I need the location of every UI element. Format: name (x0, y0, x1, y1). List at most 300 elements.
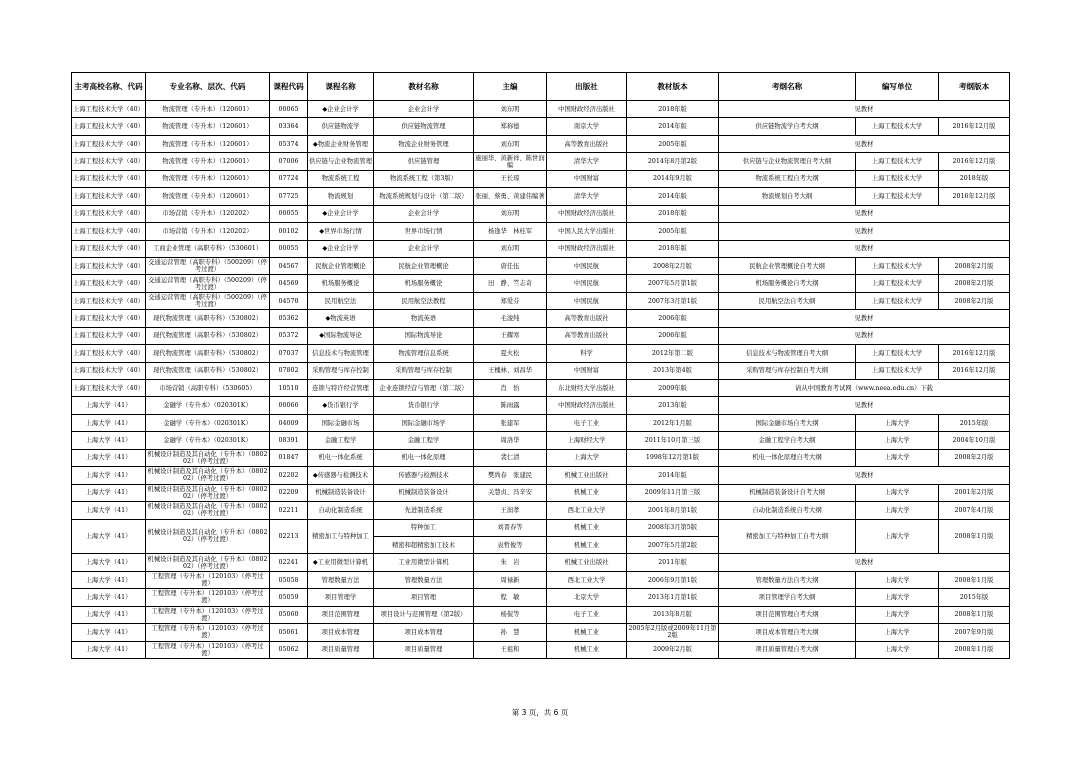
table-row (72, 240, 1010, 257)
school-cell: 上海大学（41） (72, 467, 146, 484)
edition-cell: 2018年版 (627, 205, 719, 222)
textbook-cell: 物流系统规划与设计（第二版） (374, 188, 474, 205)
column-header: 教材版本 (627, 73, 719, 101)
syllabus-version-cell: 2007年4月版 (939, 502, 1010, 519)
course-code-cell: 01847 (270, 449, 308, 466)
textbook-cell: 项目设计与范围管理（第2版） (374, 606, 474, 623)
school-cell: 上海工程技术大学（40） (72, 135, 146, 152)
school-cell: 上海大学（41） (72, 571, 146, 588)
edition-cell: 2013年版 (627, 397, 719, 414)
table-row (72, 275, 1010, 292)
syllabus-cell: 物流规划自考大纲 (719, 188, 856, 205)
textbook-cell: 物流英语 (374, 310, 474, 327)
course-code-cell: 02209 (270, 484, 308, 501)
table-row (72, 292, 1010, 309)
table-row (72, 153, 1010, 170)
course-name-cell: ◆物流英语 (308, 310, 374, 327)
publisher-cell: 清华大学 (547, 188, 627, 205)
edition-cell: 2009年11月第三版 (627, 484, 719, 501)
textbook-cell: 金融工程学 (374, 432, 474, 449)
syllabus-cell: 采购管理与库存控制自考大纲 (719, 362, 856, 379)
table-row (72, 589, 1010, 606)
textbook-cell: 民航企业管理概论 (374, 257, 474, 274)
syllabus-unit-cell: 上海工程技术大学 (856, 275, 939, 292)
course-name-cell: ◆货币银行学 (308, 397, 374, 414)
school-cell: 上海工程技术大学（40） (72, 310, 146, 327)
editor-cell: 刘东明 (474, 205, 547, 222)
publisher-cell: 东北财经大学出版社 (547, 380, 627, 397)
course-code-cell: 00055 (270, 205, 308, 222)
course-name-cell: 机电一体化系统 (308, 449, 374, 466)
edition-cell: 2014年9月版 (627, 170, 719, 187)
major-cell: 市场营销（高职专科）（530605） (146, 380, 270, 397)
publisher-cell: 上海大学 (547, 449, 627, 466)
course-code-cell: 05372 (270, 327, 308, 344)
edition-cell: 2014年8月第2版 (627, 153, 719, 170)
course-code-cell: 00102 (270, 223, 308, 240)
school-cell: 上海工程技术大学（40） (72, 292, 146, 309)
editor-cell: 杨侃等 (474, 606, 547, 623)
textbook-cell: 先进制造系统 (374, 502, 474, 519)
textbook-cell: 机场服务概论 (374, 275, 474, 292)
syllabus-note-cell: 见教材 (719, 240, 1010, 257)
major-cell: 机械设计制造及其自动化（专升本）（080202）（停考过渡） (146, 467, 270, 484)
course-code-cell: 05061 (270, 624, 308, 641)
textbook-cell: 民用航空法教程 (374, 292, 474, 309)
editor-cell: 唐任伍 (474, 257, 547, 274)
course-name-cell: 物流规划 (308, 188, 374, 205)
major-cell: 市场营销（专升本）（120202） (146, 205, 270, 222)
syllabus-unit-cell: 上海大学 (856, 571, 939, 588)
course-name-cell: 项目质量管理 (308, 641, 374, 658)
editor-cell: 王耀寒 (474, 327, 547, 344)
publisher-cell: 电子工业 (547, 606, 627, 623)
major-cell: 工程管理（专升本）（120103）（停考过渡） (146, 641, 270, 658)
school-cell: 上海工程技术大学（40） (72, 327, 146, 344)
syllabus-cell: 机电一体化原理自考大纲 (719, 449, 856, 466)
publisher-cell: 机械工业 (547, 624, 627, 641)
syllabus-note-cell: 见教材 (719, 135, 1010, 152)
table-row (72, 205, 1010, 222)
syllabus-version-cell: 2008年1月版 (939, 519, 1010, 554)
syllabus-version-cell: 2008年2月版 (939, 292, 1010, 309)
table-row (72, 432, 1010, 449)
course-name-cell: 民航企业管理概论 (308, 257, 374, 274)
major-cell: 物流管理（专升本）（120601） (146, 101, 270, 118)
column-header: 课程代码 (270, 73, 308, 101)
textbook-cell: 项目成本管理 (374, 624, 474, 641)
syllabus-unit-cell: 上海大学 (856, 519, 939, 554)
edition-cell: 2009年版 (627, 380, 719, 397)
table-row (72, 519, 1010, 536)
school-cell: 上海工程技术大学（40） (72, 257, 146, 274)
column-header: 考纲版本 (939, 73, 1010, 101)
publisher-cell: 中国民航 (547, 292, 627, 309)
syllabus-unit-cell: 上海工程技术大学 (856, 153, 939, 170)
course-name-cell: ◆企业会计学 (308, 205, 374, 222)
syllabus-note-cell: 见教材 (719, 223, 1010, 240)
publisher-cell: 高等教育出版社 (547, 327, 627, 344)
school-cell: 上海大学（41） (72, 432, 146, 449)
major-cell: 金融学（专升本）（020301K） (146, 414, 270, 431)
publisher-cell: 西北工业大学 (547, 571, 627, 588)
edition-cell: 2005年版 (627, 135, 719, 152)
table-row (72, 606, 1010, 623)
edition-cell: 2006年版 (627, 327, 719, 344)
major-cell: 机械设计制造及其自动化（专升本）（080202）（停考过渡） (146, 554, 270, 571)
course-code-cell: 00066 (270, 397, 308, 414)
major-cell: 工商企业管理（高职专科）（530601） (146, 240, 270, 257)
editor-cell: 田 静、竺志奇 (474, 275, 547, 292)
syllabus-cell: 供应链物流学自考大纲 (719, 118, 856, 135)
table-row (72, 641, 1010, 658)
edition-cell: 2007年3月第1版 (627, 292, 719, 309)
edition-cell: 2013年第4版 (627, 362, 719, 379)
edition-cell: 2005年版 (627, 223, 719, 240)
school-cell: 上海大学（41） (72, 606, 146, 623)
syllabus-cell: 管理数量方法自考大纲 (719, 571, 856, 588)
syllabus-unit-cell: 上海工程技术大学 (856, 170, 939, 187)
publisher-cell: 南京大学 (547, 118, 627, 135)
course-name-cell: 自动化制造系统 (308, 502, 374, 519)
column-header: 教材名称 (374, 73, 474, 101)
publisher-cell: 机械工业 (547, 519, 627, 536)
school-cell: 上海大学（41） (72, 397, 146, 414)
school-cell: 上海大学（41） (72, 589, 146, 606)
major-cell: 交通运营管理（高职专科）（500209）（停考过渡） (146, 292, 270, 309)
school-cell: 上海大学（41） (72, 641, 146, 658)
edition-cell: 2001年8月第1版 (627, 502, 719, 519)
edition-cell: 2008年2月版 (627, 257, 719, 274)
major-cell: 机械设计制造及其自动化（专升本）（080202）（停考过渡） (146, 519, 270, 554)
edition-cell: 2013年1月第1版 (627, 589, 719, 606)
editor-cell: 毛浚纯 (474, 310, 547, 327)
edition-cell: 2007年5月第1版 (627, 275, 719, 292)
table-row (72, 345, 1010, 362)
publisher-cell: 上海财经大学 (547, 432, 627, 449)
course-name-cell: 供应链物流学 (308, 118, 374, 135)
publisher-cell: 高等教育出版社 (547, 135, 627, 152)
textbook-cell: 国际物流导论 (374, 327, 474, 344)
course-code-cell: 02241 (270, 554, 308, 571)
syllabus-unit-cell: 上海工程技术大学 (856, 362, 939, 379)
major-cell: 交通运营管理（高职专科）（500209）（停考过渡） (146, 275, 270, 292)
syllabus-version-cell: 2016年12月版 (939, 362, 1010, 379)
publisher-cell: 科学 (547, 345, 627, 362)
publisher-cell: 中国财政经济出版社 (547, 205, 627, 222)
school-cell: 上海工程技术大学（40） (72, 345, 146, 362)
publisher-cell: 机械工业出版社 (547, 554, 627, 571)
editor-cell: 袁哲俊等 (474, 536, 547, 553)
course-table-container (71, 72, 1009, 659)
course-name-cell: 项目范围管理 (308, 606, 374, 623)
course-name-cell: ◆工业用微型计算机 (308, 554, 374, 571)
major-cell: 现代物流管理（高职专科）（530802） (146, 310, 270, 327)
syllabus-unit-cell: 上海工程技术大学 (856, 188, 939, 205)
course-name-cell: 机械制造装备设计 (308, 484, 374, 501)
syllabus-version-cell: 2015年版 (939, 589, 1010, 606)
course-code-cell: 05058 (270, 571, 308, 588)
major-cell: 物流管理（专升本）（120601） (146, 170, 270, 187)
course-name-cell: 管理数量方法 (308, 571, 374, 588)
school-cell: 上海大学（41） (72, 502, 146, 519)
syllabus-cell: 国际金融市场自考大纲 (719, 414, 856, 431)
editor-cell: 王槐林、刘昌华 (474, 362, 547, 379)
textbook-cell: 供应链管理 (374, 153, 474, 170)
course-table (71, 72, 1010, 659)
publisher-cell: 高等教育出版社 (547, 310, 627, 327)
publisher-cell: 中国人民大学出版社 (547, 223, 627, 240)
course-code-cell: 05374 (270, 135, 308, 152)
textbook-cell: 世界市场行情 (374, 223, 474, 240)
major-cell: 工程管理（专升本）（120103）（停考过渡） (146, 624, 270, 641)
major-cell: 工程管理（专升本）（120103）（停考过渡） (146, 606, 270, 623)
syllabus-unit-cell: 上海大学 (856, 449, 939, 466)
syllabus-cell: 物流系统工程自考大纲 (719, 170, 856, 187)
syllabus-cell: 供应链与企业物流管理自考大纲 (719, 153, 856, 170)
syllabus-cell: 精密加工与特种加工自考大纲 (719, 519, 856, 554)
syllabus-cell: 项目管理学自考大纲 (719, 589, 856, 606)
page-footer: 第 3 页，共 6 页 (511, 708, 569, 717)
syllabus-cell: 民用航空法自考大纲 (719, 292, 856, 309)
syllabus-note-cell: 见教材 (719, 310, 1010, 327)
textbook-cell: 工业用微型计算机 (374, 554, 474, 571)
column-header: 主考高校名称、代码 (72, 73, 146, 101)
syllabus-note-cell: 见教材 (719, 467, 1010, 484)
school-cell: 上海大学（41） (72, 519, 146, 554)
course-code-cell: 02213 (270, 519, 308, 554)
syllabus-version-cell: 2008年1月版 (939, 641, 1010, 658)
syllabus-unit-cell: 上海大学 (856, 589, 939, 606)
syllabus-note-cell: 见教材 (719, 554, 1010, 571)
publisher-cell: 中国财政经济出版社 (547, 101, 627, 118)
editor-cell: 施丽华、黄新祥、陈世润编 (475, 154, 545, 169)
table-row (72, 571, 1010, 588)
editor-cell: 夏火松 (474, 345, 547, 362)
table-row (72, 397, 1010, 414)
textbook-cell: 企业会计学 (374, 205, 474, 222)
school-cell: 上海工程技术大学（40） (72, 275, 146, 292)
syllabus-unit-cell: 上海大学 (856, 641, 939, 658)
editor-cell: 张丽、蔡勇、黄建伟编著 (474, 188, 547, 205)
course-code-cell: 05062 (270, 641, 308, 658)
course-name-cell: ◆传感器与检测技术 (308, 467, 374, 484)
textbook-cell: 机电一体化原理 (374, 449, 474, 466)
editor-cell: 郑爱芬 (474, 292, 547, 309)
table-row (72, 118, 1010, 135)
syllabus-version-cell: 2007年9月版 (939, 624, 1010, 641)
table-row (72, 380, 1010, 397)
editor-cell: 王长琼 (474, 170, 547, 187)
school-cell: 上海大学（41） (72, 624, 146, 641)
textbook-cell: 物流系统工程（第3版） (374, 170, 474, 187)
textbook-cell: 企业会计学 (374, 101, 474, 118)
column-header: 出版社 (547, 73, 627, 101)
edition-cell: 2014年版 (627, 118, 719, 135)
major-cell: 物流管理（专升本）（120601） (146, 118, 270, 135)
edition-cell: 2011年版 (627, 554, 719, 571)
column-header: 主编 (474, 73, 547, 101)
syllabus-unit-cell: 上海工程技术大学 (856, 257, 939, 274)
edition-cell: 2014年版 (627, 188, 719, 205)
textbook-cell: 物流企业财务管理 (374, 135, 474, 152)
syllabus-version-cell: 2001年2月版 (939, 484, 1010, 501)
major-cell: 机械设计制造及其自动化（专升本）（080202）（停考过渡） (146, 484, 270, 501)
edition-cell: 2005年2月版或2009年11月第2版 (628, 625, 717, 640)
publisher-cell: 中国民航 (547, 257, 627, 274)
publisher-cell: 机械工业 (547, 484, 627, 501)
textbook-cell: 企业连锁经营与管理（第二版） (374, 380, 474, 397)
header-row (72, 73, 1010, 101)
publisher-cell: 中国财富 (547, 170, 627, 187)
table-row (72, 101, 1010, 118)
textbook-cell: 国际金融市场学 (374, 414, 474, 431)
course-name-cell: 物流系统工程 (308, 170, 374, 187)
major-cell: 工程管理（专升本）（120103）（停考过渡） (146, 589, 270, 606)
table-row (72, 310, 1010, 327)
publisher-cell: 机械工业出版社 (547, 467, 627, 484)
course-code-cell: 00065 (270, 101, 308, 118)
syllabus-version-cell: 2008年2月版 (939, 257, 1010, 274)
table-row (72, 624, 1010, 641)
school-cell: 上海工程技术大学（40） (72, 188, 146, 205)
syllabus-unit-cell: 上海工程技术大学 (856, 118, 939, 135)
table-row (72, 362, 1010, 379)
table-row (72, 188, 1010, 205)
syllabus-cell: 金融工程学自考大纲 (719, 432, 856, 449)
school-cell: 上海大学（41） (72, 554, 146, 571)
major-cell: 现代物流管理（高职专科）（530802） (146, 362, 270, 379)
course-name-cell: ◆企业会计学 (308, 101, 374, 118)
editor-cell: 裴仁清 (474, 449, 547, 466)
course-name-cell: 金融工程学 (308, 432, 374, 449)
table-row (72, 223, 1010, 240)
column-header: 考纲名称 (719, 73, 856, 101)
course-code-cell: 02202 (270, 467, 308, 484)
course-name-cell: 项目管理学 (308, 589, 374, 606)
syllabus-unit-cell: 上海工程技术大学 (856, 345, 939, 362)
column-header: 课程名称 (308, 73, 374, 101)
syllabus-cell: 项目成本管理自考大纲 (719, 624, 856, 641)
school-cell: 上海工程技术大学（40） (72, 170, 146, 187)
major-cell: 物流管理（专升本）（120601） (146, 188, 270, 205)
major-cell: 市场营销（专升本）（120202） (146, 223, 270, 240)
course-code-cell: 00055 (270, 240, 308, 257)
syllabus-version-cell: 2016年12月版 (939, 118, 1010, 135)
textbook-cell: 物流管理信息系统 (374, 345, 474, 362)
table-row (72, 554, 1010, 571)
syllabus-cell: 项目范围管理自考大纲 (719, 606, 856, 623)
publisher-cell: 机械工业 (547, 536, 627, 553)
column-header: 编写单位 (856, 73, 939, 101)
edition-cell: 2007年5月第2版 (627, 536, 719, 553)
edition-cell: 1998年12月第1版 (627, 449, 719, 466)
syllabus-version-cell: 2016年12月版 (939, 188, 1010, 205)
edition-cell: 2012年第二版 (627, 345, 719, 362)
syllabus-note-cell: 见教材 (719, 327, 1010, 344)
major-cell: 金融学（专升本）（020301K） (146, 397, 270, 414)
course-name-cell: 供应链与企业物流管理 (308, 153, 374, 170)
syllabus-unit-cell: 上海大学 (856, 484, 939, 501)
course-code-cell: 03364 (270, 118, 308, 135)
syllabus-version-cell: 2008年2月版 (939, 275, 1010, 292)
publisher-cell: 中国财富 (547, 362, 627, 379)
school-cell: 上海大学（41） (72, 414, 146, 431)
table-row (72, 484, 1010, 501)
publisher-cell: 西北工业大学 (547, 502, 627, 519)
textbook-cell: 企业会计学 (374, 240, 474, 257)
syllabus-note-cell: 见教材 (719, 101, 1010, 118)
major-cell: 物流管理（专升本）（120601） (146, 135, 270, 152)
syllabus-version-cell: 2008年1月版 (939, 606, 1010, 623)
editor-cell: 孙 慧 (474, 624, 547, 641)
syllabus-unit-cell: 上海工程技术大学 (856, 292, 939, 309)
major-cell: 现代物流管理（高职专科）（530802） (146, 345, 270, 362)
editor-cell: 陈雨露 (474, 397, 547, 414)
syllabus-note-cell: 见教材 (719, 205, 1010, 222)
course-name-cell: 精密加工与特种加工 (308, 519, 374, 554)
table-row (72, 467, 1010, 484)
edition-cell: 2006年9月第1版 (627, 571, 719, 588)
school-cell: 上海大学（41） (72, 449, 146, 466)
editor-cell: 周洛华 (474, 432, 547, 449)
table-row (72, 327, 1010, 344)
course-name-cell: 信息技术与物流管理 (308, 345, 374, 362)
editor-cell: 朱 岩 (474, 554, 547, 571)
course-code-cell: 07725 (270, 188, 308, 205)
course-name-cell: ◆世界市场行情 (308, 223, 374, 240)
edition-cell: 2018年版 (627, 240, 719, 257)
editor-cell: 杨逢华 林桂军 (474, 223, 547, 240)
syllabus-cell: 信息技术与物流管理自考大纲 (719, 345, 856, 362)
column-header: 专业名称、层次、代码 (146, 73, 270, 101)
syllabus-unit-cell: 上海大学 (856, 606, 939, 623)
major-cell: 交通运营管理（高职专科）（500209）（停考过渡） (146, 257, 270, 274)
course-code-cell: 05059 (270, 589, 308, 606)
syllabus-cell: 民航企业管理概论自考大纲 (719, 257, 856, 274)
syllabus-unit-cell: 上海大学 (856, 432, 939, 449)
editor-cell: 郑称德 (474, 118, 547, 135)
course-code-cell: 04567 (270, 257, 308, 274)
publisher-cell: 电子工业 (547, 414, 627, 431)
publisher-cell: 机械工业 (547, 641, 627, 658)
syllabus-version-cell: 2008年1月版 (939, 571, 1010, 588)
table-row (72, 449, 1010, 466)
editor-cell: 肖 怡 (474, 380, 547, 397)
table-row (72, 502, 1010, 519)
editor-cell: 樊尚春 张建民 (474, 467, 547, 484)
textbook-cell: 项目管理 (374, 589, 474, 606)
textbook-cell: 特种加工 (374, 519, 474, 536)
syllabus-cell: 项目质量管理自考大纲 (719, 641, 856, 658)
major-cell: 现代物流管理（高职专科）（530802） (146, 327, 270, 344)
syllabus-cell: 机场服务概论自考大纲 (719, 275, 856, 292)
course-code-cell: 05362 (270, 310, 308, 327)
publisher-cell: 中国民航 (547, 275, 627, 292)
course-code-cell: 05060 (270, 606, 308, 623)
major-cell: 机械设计制造及其自动化（专升本）（080202）（停考过渡） (146, 502, 270, 519)
syllabus-note-cell: 请从中国教育考试网（www.neea.edu.cn）下载 (719, 380, 1010, 397)
edition-cell: 2009年2月版 (627, 641, 719, 658)
syllabus-unit-cell: 上海大学 (856, 414, 939, 431)
table-row (72, 135, 1010, 152)
edition-cell: 2006年版 (627, 310, 719, 327)
course-code-cell: 04569 (270, 275, 308, 292)
editor-cell: 刘东明 (474, 135, 547, 152)
syllabus-version-cell: 2004年10月版 (939, 432, 1010, 449)
course-name-cell: 项目成本管理 (308, 624, 374, 641)
school-cell: 上海工程技术大学（40） (72, 380, 146, 397)
